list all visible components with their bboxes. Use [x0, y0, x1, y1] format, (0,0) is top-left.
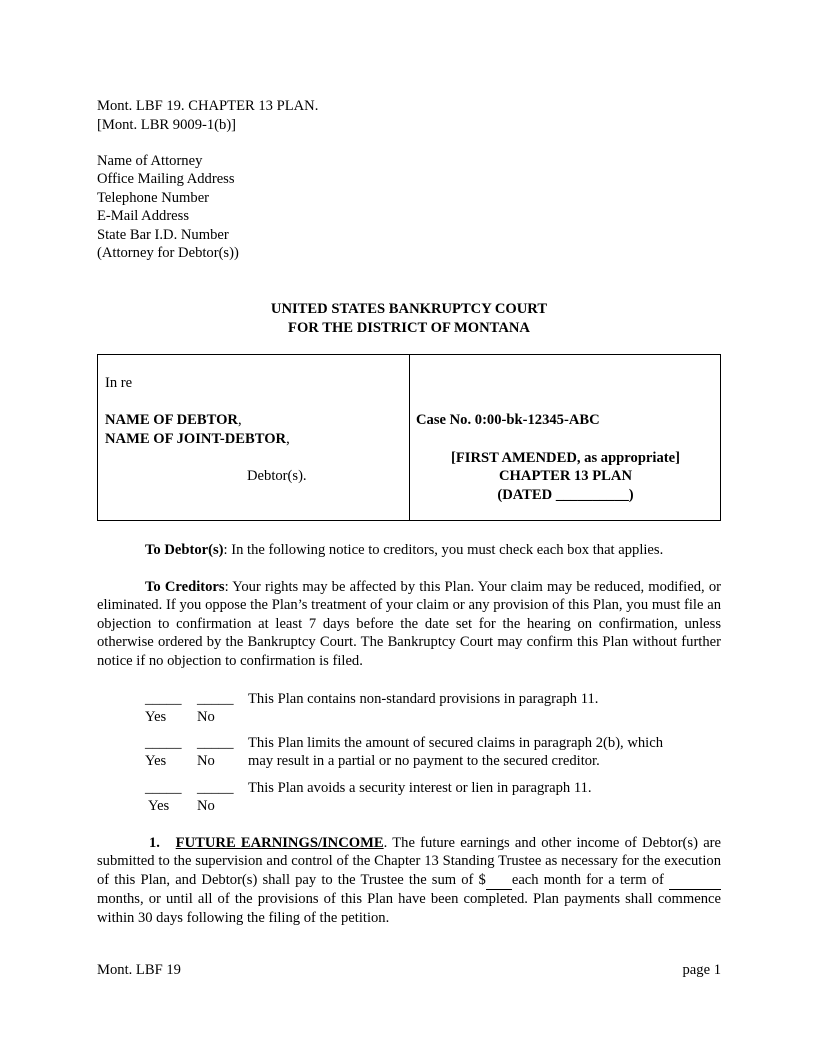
case-number: Case No. 0:00-bk-12345-ABC: [416, 412, 600, 428]
cb3-no-blank[interactable]: _____: [197, 780, 234, 796]
court-name: UNITED STATES BANKRUPTCY COURT: [270, 301, 548, 317]
debtors-label: Debtor(s).: [247, 468, 307, 484]
notice-debtors-text: : In the following notice to creditors, you must check each box that applies.: [223, 542, 664, 558]
attorney-role-line: (Attorney for Debtor(s)): [97, 245, 239, 262]
section-1-future-earnings: [97, 834, 721, 927]
cb2-no-label: No: [197, 753, 215, 769]
debtor-comma: ,: [237, 412, 242, 428]
cb2-statement-line2: may result in a partial or no payment to the secured creditor.: [248, 753, 600, 769]
footer-page-number: page 1: [682, 962, 721, 978]
cb2-no-blank[interactable]: _____: [197, 735, 234, 751]
section-1-number: 1.: [149, 835, 160, 851]
notice-creditors-label: To Creditors: [145, 579, 225, 595]
amended-designation: [FIRST AMENDED, as appropriate]: [451, 450, 680, 466]
cb3-yes-label: Yes: [148, 798, 170, 814]
section-1-text-a: . The future earnings and other income of Debtor(s) are submitted to the supervision and control of the Chapter 13 Standing Trustee as necessary for the execution of this Plan, and Debtor(s) shall pay to the Trustee the sum of $: [97, 835, 722, 888]
joint-debtor-name: NAME OF JOINT-DEBTOR: [105, 431, 287, 447]
attorney-name-line: Name of Attorney: [97, 153, 203, 169]
section-1-text-b: each month for a term of: [511, 871, 670, 888]
cb1-no-label: No: [197, 709, 215, 725]
attorney-block: [97, 152, 239, 262]
cb1-yes-blank[interactable]: _____: [145, 691, 182, 707]
cb1-yes-label: Yes: [145, 709, 167, 725]
attorney-bar-id-line: State Bar I.D. Number: [97, 226, 229, 243]
case-caption-box: [97, 354, 721, 521]
form-number: Mont. LBF 19. CHAPTER 13 PLAN.: [97, 98, 319, 114]
in-re-label: In re: [105, 375, 133, 391]
notice-debtors-label: To Debtor(s): [145, 542, 224, 558]
cb1-no-blank[interactable]: _____: [197, 691, 234, 707]
footer-form-id: Mont. LBF 19: [97, 962, 181, 978]
attorney-address-line: Office Mailing Address: [97, 171, 235, 188]
joint-debtor-name-line: [105, 430, 290, 448]
cb3-yes-blank[interactable]: _____: [145, 780, 182, 796]
cb2-yes-blank[interactable]: _____: [145, 735, 182, 751]
attorney-email-line: E-Mail Address: [97, 208, 190, 225]
attorney-phone-line: Telephone Number: [97, 189, 210, 206]
court-district: FOR THE DISTRICT OF MONTANA: [288, 320, 530, 336]
cb2-statement-line1: This Plan limits the amount of secured claims in paragraph 2(b), which: [248, 735, 664, 751]
plan-date: (DATED __________): [497, 487, 634, 503]
joint-debtor-comma: ,: [286, 431, 290, 447]
debtor-name-line: [105, 411, 242, 429]
cb3-statement: This Plan avoids a security interest or lien in paragraph 11.: [248, 780, 592, 796]
notice-creditors-text: : Your rights may be affected by this Plan. Your claim may be reduced, modified, or eliminated. If you oppose the Plan’s treatment of your claim or any provision of this Plan, you must file an objection to confirmation at least 7 days before the date set for the hearing on confirmation, unless otherwise ordered by the Bankruptcy Court. The Bankruptcy Court may confirm this Plan without further notice if no objection to confirmation is filed.: [97, 579, 721, 669]
notice-to-debtors: [97, 541, 721, 559]
section-1-heading: FUTURE EARNINGS/INCOME: [175, 835, 384, 851]
cb1-statement: This Plan contains non-standard provisions in paragraph 11.: [248, 691, 599, 707]
debtor-name: NAME OF DEBTOR: [105, 412, 238, 428]
notice-to-creditors: [97, 578, 721, 670]
section-1-text-c: months, or until all of the provisions of this Plan have been completed. Plan payments shall commence within 30 days following the filing of the petition.: [97, 891, 721, 926]
plan-title: CHAPTER 13 PLAN: [499, 468, 632, 484]
cb3-no-label: No: [197, 798, 215, 814]
local-rule-reference: [Mont. LBR 9009-1(b)]: [97, 117, 237, 133]
cb2-yes-label: Yes: [145, 753, 167, 769]
monthly-payment-blank[interactable]: [486, 871, 512, 890]
term-months-blank[interactable]: [669, 871, 721, 890]
